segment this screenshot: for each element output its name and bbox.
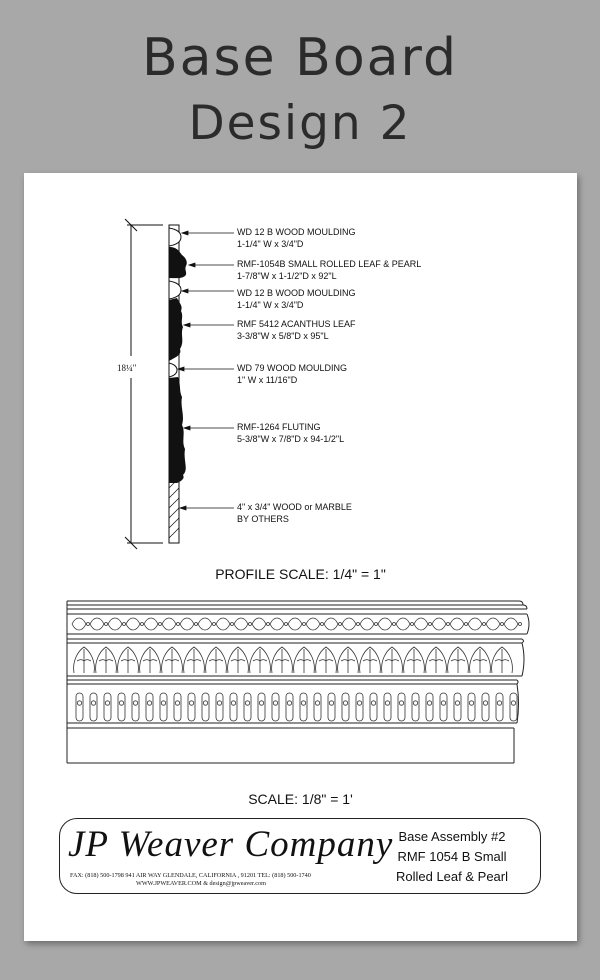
callout-3: WD 12 B WOOD MOULDING 1-1/4" W x 3/4"D bbox=[237, 288, 356, 310]
acanthus-band bbox=[74, 647, 513, 673]
callout-1: WD 12 B WOOD MOULDING 1-1/4" W x 3/4"D bbox=[237, 227, 356, 249]
rmf5412-profile bbox=[169, 298, 183, 361]
callout-5: WD 79 WOOD MOULDING 1" W x 11/16"D bbox=[237, 363, 348, 385]
rmf1054b-profile bbox=[169, 247, 187, 278]
company-logo: JP Weaver Company bbox=[68, 824, 394, 865]
callout-4: RMF 5412 ACANTHUS LEAF 3-3/8"W x 5/8"D x 95"L bbox=[237, 319, 356, 341]
fluting-band bbox=[76, 693, 517, 721]
callout-leaders bbox=[178, 231, 234, 510]
rmf1264-profile bbox=[169, 377, 186, 483]
callout-7: 4" x 3/4" WOOD or MARBLE BY OTHERS bbox=[237, 502, 352, 524]
page-subtitle: Design 2 bbox=[188, 96, 412, 151]
callout-2: RMF-1054B SMALL ROLLED LEAF & PEARL 1-7/8"W x 1-1/2"D x 92"L bbox=[237, 259, 422, 281]
contact-line-2: WWW.JPWEAVER.COM & design@jpweaver.com bbox=[136, 880, 266, 887]
contact-line-1: FAX: (818) 500-1798 941 AIR WAY GLENDALE, CALIFORNIA , 91201 TEL: (818) 500-1740 bbox=[70, 872, 311, 879]
title-block bbox=[59, 818, 541, 894]
assembly-info: Base Assembly #2 RMF 1054 B Small Rolled Leaf & Pearl bbox=[395, 829, 508, 884]
elevation-drawing bbox=[67, 601, 529, 763]
height-dimension-line bbox=[125, 219, 163, 549]
page-title: Base Board bbox=[142, 28, 458, 88]
elevation-scale-label: SCALE: 1/8" = 1' bbox=[248, 791, 353, 807]
profile-scale-label: PROFILE SCALE: 1/4" = 1" bbox=[215, 566, 386, 582]
total-height-label: 18¼" bbox=[117, 363, 137, 373]
rolled-leaf-band bbox=[72, 618, 522, 630]
callout-6: RMF-1264 FLUTING 5-3/8"W x 7/8"D x 94-1/2"L bbox=[237, 422, 345, 444]
drawing-sheet bbox=[24, 173, 577, 941]
